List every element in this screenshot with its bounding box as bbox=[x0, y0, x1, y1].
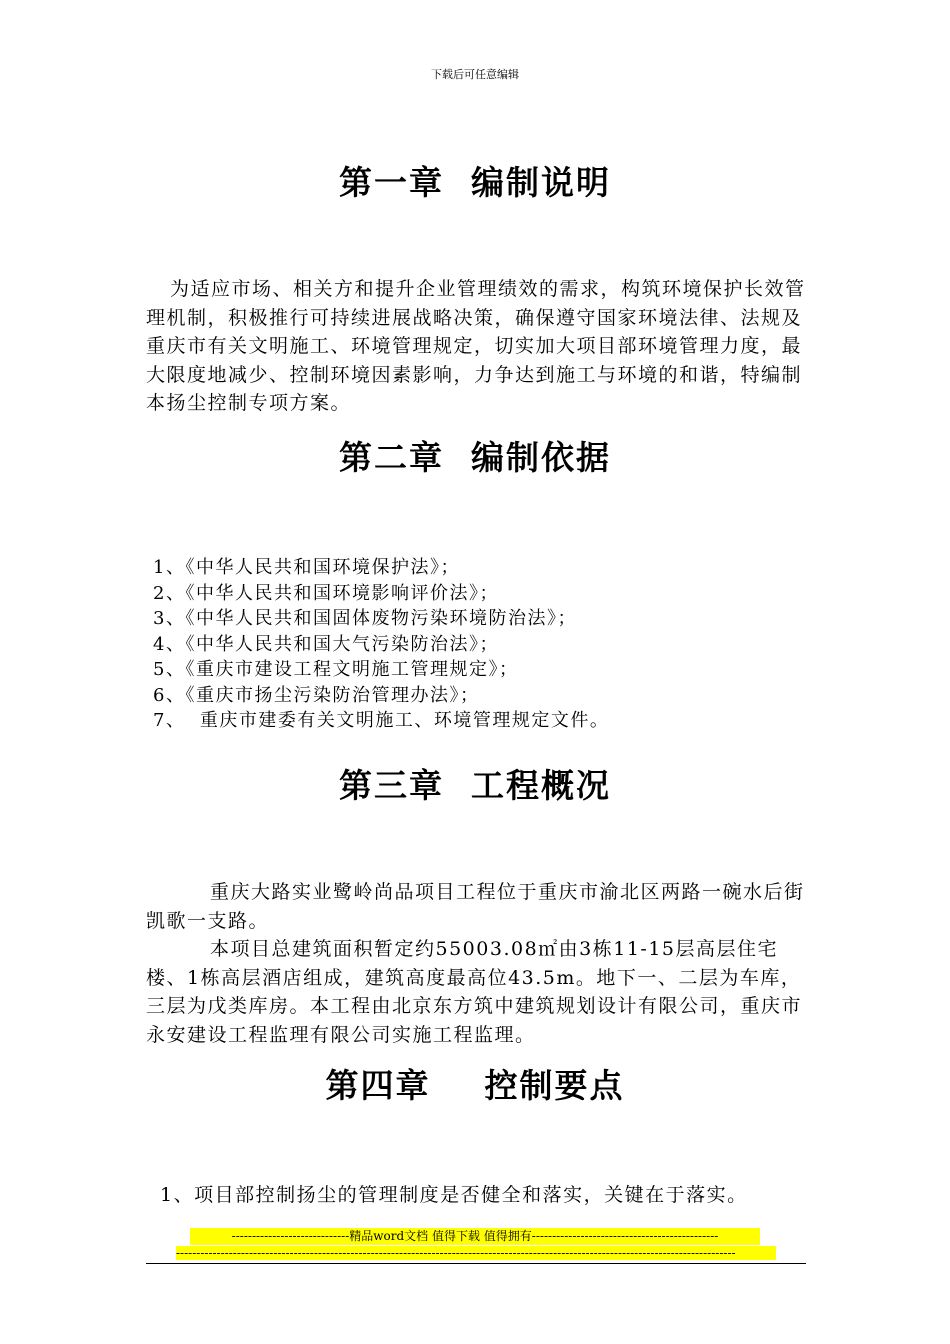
chapter-4-title: 第四章 控制要点 bbox=[325, 1066, 625, 1105]
list-item: 6、《重庆市扬尘污染防治管理办法》； bbox=[153, 684, 480, 706]
chapter-2-title: 第二章 编制依据 bbox=[339, 438, 611, 477]
chapter-1-paragraph bbox=[146, 275, 806, 418]
list-item: 3、《中华人民共和国固体废物污染环境防治法》； bbox=[153, 608, 577, 629]
chapter-1-text: 为适应市场、相关方和提升企业管理绩效的需求，构筑环境保护长效管理机制，积极推行可持续进展战略决策，确保遵守国家环境法律、法规及重庆市有关文明施工、环境管理规定，切实加大项目部环境管理力度，最大限度地减少、控制环境因素影响，力争达到施工与环境的和谐，特编制本扬尘控制专项方案。 bbox=[146, 278, 806, 414]
list-item: 1、《中华人民共和国环境保护法》； bbox=[153, 557, 460, 578]
chapter-3-paragraph-1: 重庆大路实业鹭岭尚品项目工程位于重庆市渝北区两路一碗水后街凯歌一支路。 bbox=[146, 881, 805, 932]
list-item: 5、《重庆市建设工程文明施工管理规定》； bbox=[153, 659, 519, 680]
chapter-1-title: 第一章 编制说明 bbox=[339, 163, 611, 202]
footer-divider bbox=[146, 1263, 806, 1264]
chapter-3-title: 第三章 工程概况 bbox=[339, 766, 611, 805]
list-item: 4、《中华人民共和国大气污染防治法》； bbox=[153, 633, 499, 655]
list-item: 7、 重庆市建委有关文明施工、环境管理规定文件。 bbox=[153, 710, 610, 731]
chapter-2-list bbox=[153, 555, 813, 734]
list-item: 2、《中华人民共和国环境影响评价法》； bbox=[153, 582, 499, 604]
page-header: 下载后可任意编辑 bbox=[431, 68, 519, 81]
chapter-3-body bbox=[146, 878, 806, 1049]
footer-banner-line-1: -----------------------------精品word文档 值得下载 值得拥有---------------------------------------------- bbox=[190, 1228, 760, 1245]
footer-banner-line-2: ------------------------------------------------------------------------------------------------------------------------------------------ bbox=[176, 1246, 776, 1260]
chapter-3-paragraph-2: 本项目总建筑面积暂定约55003.08㎡由3栋11-15层高层住宅楼、1栋高层酒店组成，建筑高度最高位43.5m。地下一、二层为车库，三层为戊类库房。本工程由北京东方筑中建筑规划设计有限公司，重庆市永安建设工程监理有限公司实施工程监理。 bbox=[146, 938, 803, 1046]
chapter-4-item-1: 1、项目部控制扬尘的管理制度是否健全和落实，关键在于落实。 bbox=[160, 1184, 748, 1206]
